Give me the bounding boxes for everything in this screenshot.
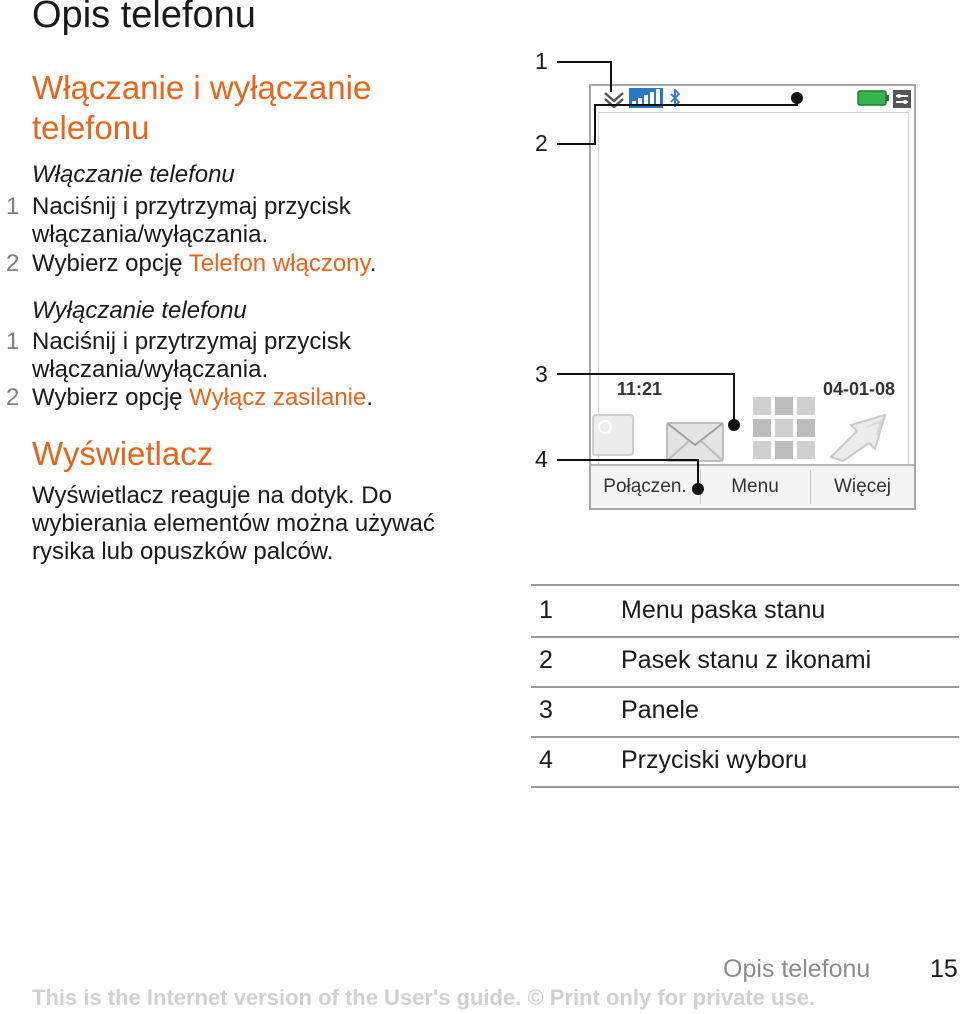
legend-number: 2	[539, 646, 553, 674]
legend-number: 4	[539, 746, 553, 774]
footer-note: This is the Internet version of the User's guide. © Print only for private use.	[32, 985, 816, 1010]
softkey-menu[interactable]: Menu	[731, 476, 779, 497]
callout-line-4	[557, 460, 698, 488]
callout-4: 4	[535, 446, 548, 472]
legend-label: Przyciski wyboru	[621, 746, 808, 774]
step-number: 2	[6, 384, 20, 411]
step-suffix: .	[369, 250, 377, 277]
softkey-calls[interactable]: Połączen.	[603, 476, 687, 497]
legend-number: 1	[539, 596, 553, 624]
softkey-more[interactable]: Więcej	[833, 476, 891, 497]
power-heading: Włączanie i wyłączanie telefonu	[32, 69, 372, 146]
callout-dot-3	[728, 419, 740, 431]
date-display: 04-01-08	[823, 379, 896, 399]
callout-1: 1	[535, 48, 548, 74]
step-prefix: Wybierz opcję	[32, 384, 190, 411]
legend-row	[531, 686, 959, 738]
legend-label: Menu paska stanu	[621, 596, 826, 624]
legend-number: 3	[539, 696, 553, 724]
legend-row	[531, 636, 959, 688]
legend-label: Pasek stanu z ikonami	[621, 646, 872, 674]
option-link-phone-on: Telefon włączony	[188, 250, 370, 277]
callout-dot-4	[692, 483, 704, 495]
power-on-subheading: Włączanie telefonu	[32, 161, 235, 188]
callout-line-1	[557, 62, 611, 92]
callout-line-3	[557, 374, 734, 423]
legend-label: Panele	[621, 696, 699, 724]
step-suffix: .	[366, 384, 374, 411]
legend-row	[531, 736, 959, 788]
step-prefix: Wybierz opcję	[32, 250, 189, 277]
callout-line-2	[557, 98, 797, 144]
step-text: Naciśnij i przytrzymaj przycisk włączania/wyłączania.	[32, 328, 351, 383]
display-paragraph: Wyświetlacz reaguje na dotyk. Do wybierania elementów można używać rysika lub opuszków palców.	[32, 482, 435, 565]
callout-2: 2	[535, 130, 548, 156]
step-number: 2	[6, 250, 20, 277]
time-display: 11:21	[617, 379, 663, 399]
legend-row	[531, 586, 959, 638]
page-title: Opis telefonu	[32, 0, 256, 36]
page-number: 15	[930, 955, 958, 983]
option-link-power-off: Wyłącz zasilanie	[189, 384, 367, 411]
step-text: Naciśnij i przytrzymaj przycisk włączania/wyłączania.	[32, 193, 351, 248]
footer-section-name: Opis telefonu	[723, 955, 871, 983]
step-number: 1	[6, 328, 20, 355]
step-number: 1	[6, 193, 20, 220]
callout-dot-2	[791, 92, 803, 104]
power-off-subheading: Wyłączanie telefonu	[32, 297, 247, 324]
display-heading: Wyświetlacz	[32, 435, 214, 472]
callout-3: 3	[535, 361, 548, 387]
